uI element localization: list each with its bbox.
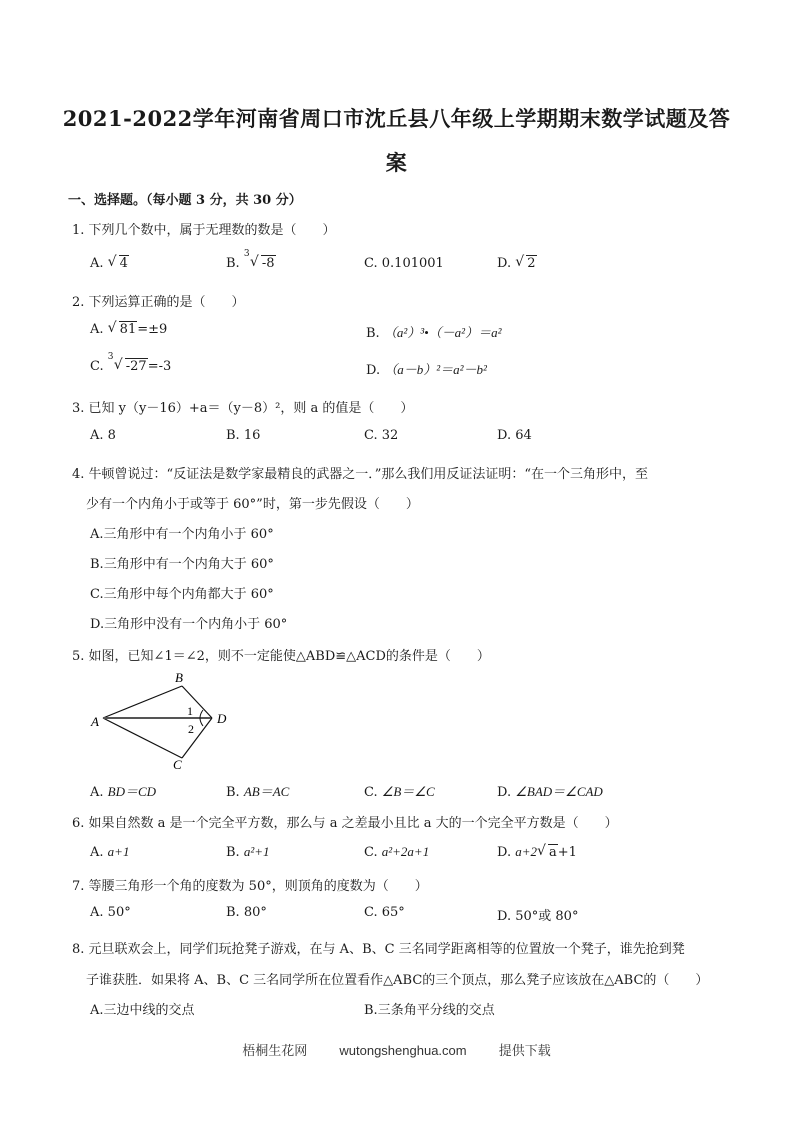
- svg-text:2: 2: [188, 722, 194, 736]
- question-4-line-1: 4. 牛顿曾说过：“反证法是数学家最精良的武器之一．”那么我们用反证法证明：“在一个三角形中，至: [72, 467, 648, 482]
- question-2: 2. 下列运算正确的是（ ）: [72, 295, 245, 310]
- q3-option-a[interactable]: A. 8: [90, 428, 116, 443]
- q6-option-b[interactable]: B. a²+1: [226, 844, 270, 860]
- svg-text:D: D: [217, 711, 227, 726]
- q5-option-c[interactable]: C. ∠B＝∠C: [364, 784, 435, 800]
- q1-option-c[interactable]: C. 0.101001: [364, 256, 444, 271]
- q6-option-d[interactable]: D. a+2 √ a+1: [497, 843, 577, 860]
- q3-option-b[interactable]: B. 16: [226, 428, 261, 443]
- q7-option-c[interactable]: C. 65°: [364, 905, 405, 920]
- question-7: 7. 等腰三角形一个角的度数为 50°，则顶角的度数为（ ）: [72, 879, 428, 894]
- footer-site-name: 梧桐生花网: [242, 1044, 308, 1059]
- q4-option-c[interactable]: C.三角形中每个内角都大于 60°: [90, 587, 274, 602]
- section-heading: 一、选择题。（每小题 3 分，共 30 分）: [68, 193, 302, 208]
- q4-option-a[interactable]: A.三角形中有一个内角小于 60°: [90, 527, 274, 542]
- q6-option-c[interactable]: C. a²+2a+1: [364, 844, 430, 860]
- question-stem: 下列几个数中，属于无理数的数是（ ）: [88, 223, 336, 238]
- question-6: 6. 如果自然数 a 是一个完全平方数，那么与 a 之差最小且比 a 大的一个完全平方数是（ ）: [72, 816, 618, 831]
- svg-text:C: C: [173, 757, 182, 772]
- q5-option-d[interactable]: D. ∠BAD＝∠CAD: [497, 784, 603, 800]
- q5-option-a[interactable]: A. BD＝CD: [90, 784, 157, 800]
- q3-option-d[interactable]: D. 64: [497, 428, 532, 443]
- q1-option-a[interactable]: A. √ 4: [90, 254, 128, 271]
- q5-option-b[interactable]: B. AB＝AC: [226, 784, 290, 800]
- svg-text:A: A: [91, 714, 99, 729]
- q1-option-b[interactable]: B. 3 √ -8: [226, 249, 275, 271]
- sqrt-icon: √ 4: [107, 254, 128, 271]
- svg-text:1: 1: [187, 704, 193, 718]
- question-8-line-1: 8. 元旦联欢会上，同学们玩抢凳子游戏，在与 A、B、C 三名同学距离相等的位置放一个凳子，谁先抢到凳: [72, 942, 685, 957]
- q2-option-a[interactable]: A. √ 81=±9: [90, 320, 168, 337]
- document-title-continued: 案: [385, 150, 408, 175]
- q2-option-b[interactable]: B. （a²）³•（－a²）＝a²: [366, 325, 502, 341]
- q4-option-b[interactable]: B.三角形中有一个内角大于 60°: [90, 557, 274, 572]
- question-number: 1.: [72, 223, 85, 238]
- question-1: [72, 219, 336, 238]
- q7-option-b[interactable]: B. 80°: [226, 905, 267, 920]
- q3-option-c[interactable]: C. 32: [364, 428, 399, 443]
- kite-figure-abcd: [85, 668, 245, 773]
- q7-option-d[interactable]: D. 50°或 80°: [497, 909, 579, 924]
- sqrt-icon: √ 81: [107, 320, 137, 337]
- cube-root-icon: 3 √ -8: [243, 249, 275, 271]
- document-title: 2021-2022学年河南省周口市沈丘县八年级上学期期末数学试题及答: [62, 106, 731, 131]
- sqrt-icon: √ a: [537, 843, 557, 860]
- page-footer: [0, 1040, 793, 1059]
- q8-option-a[interactable]: A.三边中线的交点: [90, 1003, 195, 1018]
- footer-url-link[interactable]: wutongshenghua.com: [339, 1043, 467, 1058]
- question-3: 3. 已知 y（y－16）+a＝（y－8）²，则 a 的值是（ ）: [72, 401, 414, 416]
- footer-note: 提供下载: [498, 1044, 551, 1059]
- q1-option-d[interactable]: D. √ 2: [497, 254, 536, 271]
- question-4-line-2: 少有一个内角小于或等于 60°”时，第一步先假设（ ）: [86, 497, 419, 512]
- q7-option-a[interactable]: A. 50°: [90, 905, 131, 920]
- q2-option-d[interactable]: D. （a－b）²＝a²－b²: [366, 362, 487, 378]
- q4-option-d[interactable]: D.三角形中没有一个内角小于 60°: [90, 617, 288, 632]
- sqrt-icon: √ 2: [515, 254, 536, 271]
- q8-option-b[interactable]: B.三条角平分线的交点: [364, 1003, 495, 1018]
- q2-option-c[interactable]: C. 3 √ -27=-3: [90, 352, 172, 374]
- q6-option-a[interactable]: A. a+1: [90, 844, 130, 860]
- cube-root-icon: 3 √ -27: [107, 352, 147, 374]
- svg-text:B: B: [175, 670, 183, 685]
- question-5: 5. 如图，已知∠1＝∠2，则不一定能使△ABD≌△ACD的条件是（ ）: [72, 649, 490, 664]
- question-8-line-2: 子谁获胜．如果将 A、B、C 三名同学所在位置看作△ABC的三个顶点，那么凳子应该放在△ABC的（ ）: [86, 973, 709, 988]
